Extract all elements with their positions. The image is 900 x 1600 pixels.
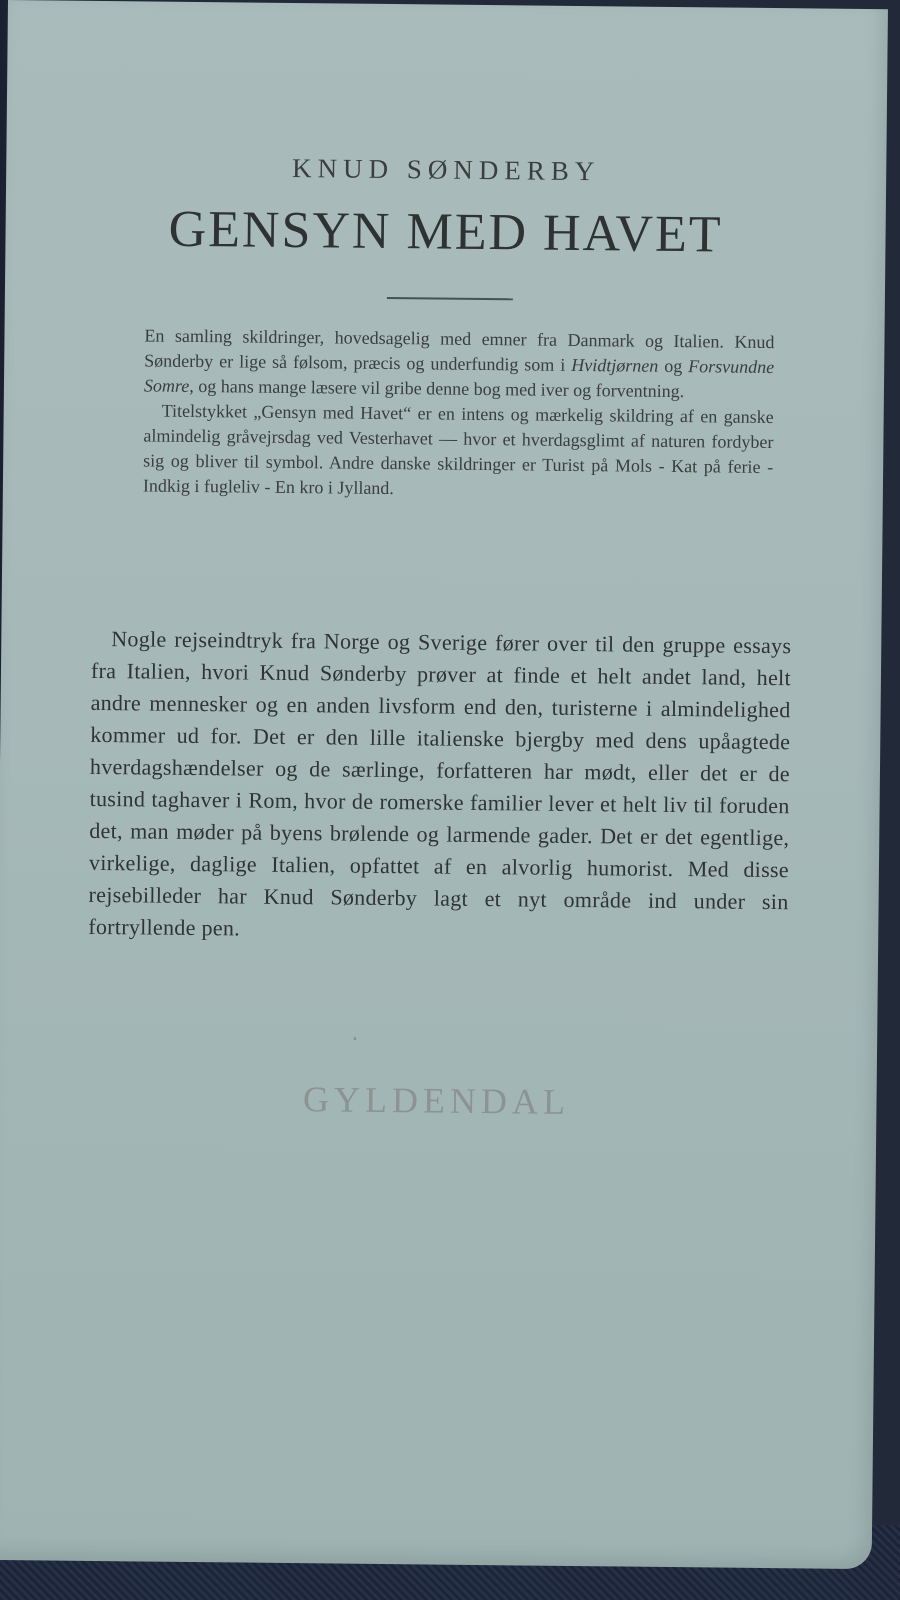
author-name: KNUD SØNDERBY bbox=[291, 152, 601, 187]
printer-mark: ◦ bbox=[353, 1033, 357, 1045]
book-title: GENSYN MED HAVET bbox=[168, 200, 723, 264]
title-divider bbox=[387, 297, 513, 300]
blurb-text bbox=[143, 323, 775, 505]
blurb-paragraph-2: Titelstykket „Gensyn med Havet“ er en intens og mærkelig skildring af en ganske almindelig gråvejrsdag ved Vesterhavet — hvor et hverdagsglimt af naturen fordyber sig og bliver til symbol. Andre danske skildringer er Turist på Mols - Kat på ferie - Indkig i fugleliv - En kro i Jylland. bbox=[142, 400, 774, 499]
blurb-p1-title-1: Hvidtjørnen bbox=[571, 354, 659, 376]
blurb-p1-end: , og hans mange læsere vil gribe denne bog med iver og forventning. bbox=[189, 375, 685, 402]
blurb-p1-mid: og bbox=[658, 355, 689, 377]
publisher-name: GYLDENDAL bbox=[302, 1079, 571, 1122]
blurb-p1-title-2: Forsvundne Somre bbox=[143, 356, 775, 396]
body-text bbox=[88, 623, 791, 950]
blurb-p1-start: En samling skildringer, hovedsagelig med emner fra Danmark og Italien. Knud Sønderby er lige så følsom, præcis og underfundig som i bbox=[144, 325, 775, 375]
body-paragraph-3: Nogle rejseindtryk fra Norge og Sverige fører over til den gruppe essays fra Italien, hvori Knud Sønderby prøver at finde et helt andet land, helt andre mennesker og en anden livsform end den, turisterne i almindelighed kommer ud for. Det er den lille italienske bjergby med dens upåagtede hverdagshændelser og de særlinge, forfatteren har mødt, eller det er de tusind taghaver i Rom, hvor de romerske familier lever et helt liv til foruden det, man møder på byens brølende og larmende gader. Det er det egentlige, virkelige, daglige Italien, opfattet af en alvorlig humorist. Med disse rejsebilleder har Knud Sønderby lagt et nyt område ind under sin fortryllende pen. bbox=[88, 626, 792, 941]
blurb-paragraph-1 bbox=[144, 323, 775, 405]
